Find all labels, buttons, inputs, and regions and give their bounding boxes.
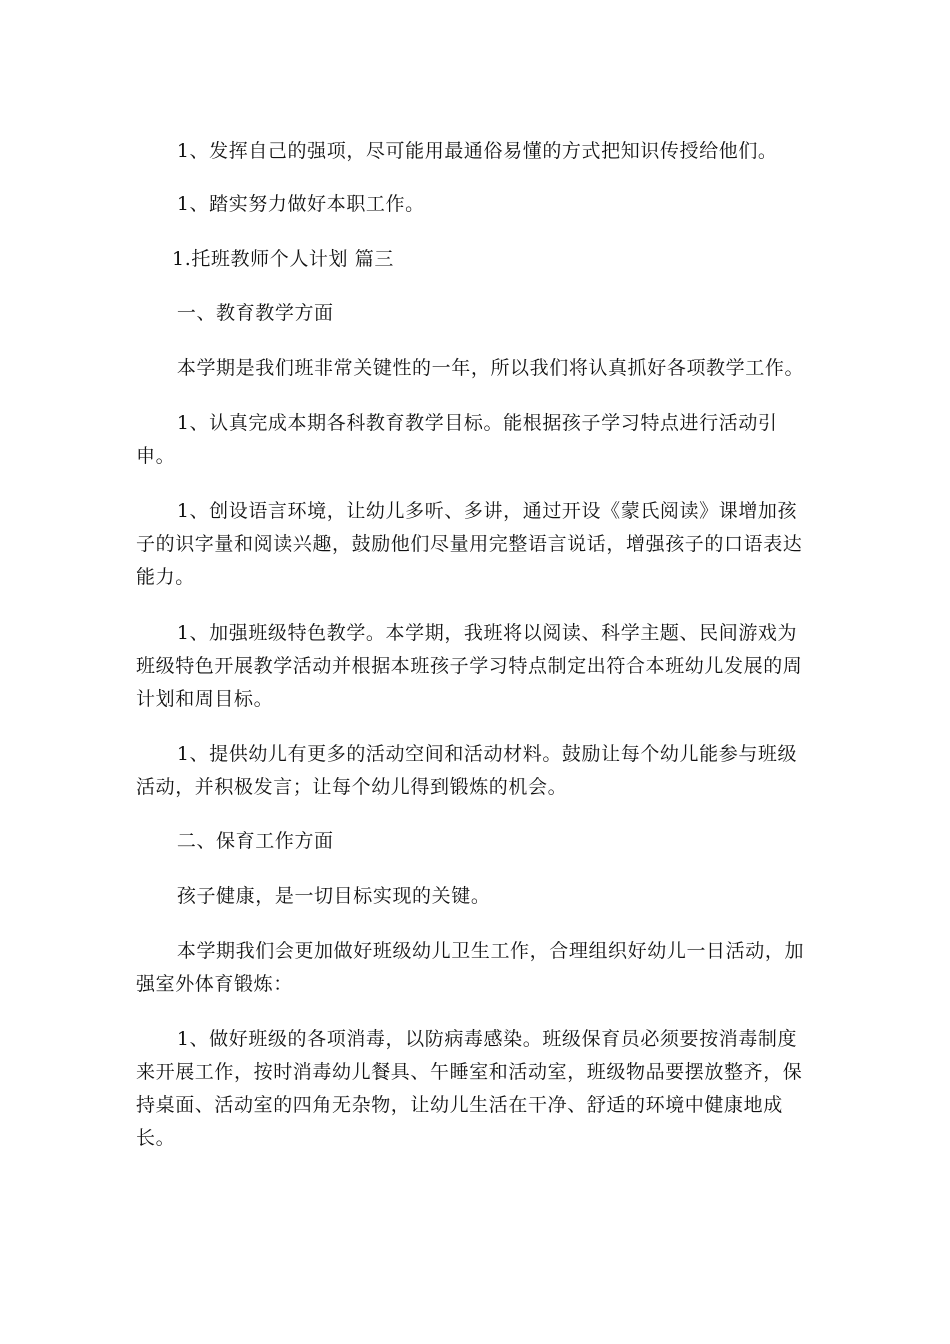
section-title-part-three: 1.托班教师个人计划 篇三 xyxy=(172,248,394,270)
paragraph-language-environment: 1、创设语言环境，让幼儿多听、多讲，通过开设《蒙氏阅读》课增加孩子的识字量和阅读兴趣，鼓励他们尽量用完整语言说话，增强孩子的口语表达能力。 xyxy=(136,500,803,588)
heading-education-teaching: 一、教育教学方面 xyxy=(176,302,334,324)
paragraph-strengths: 1、发挥自己的强项，尽可能用最通俗易懂的方式把知识传授给他们。 xyxy=(176,140,778,162)
paragraph-semester-key-year: 本学期是我们班非常关键性的一年，所以我们将认真抓好各项教学工作。 xyxy=(176,357,805,379)
paragraph-child-health: 孩子健康，是一切目标实现的关键。 xyxy=(176,885,491,907)
heading-childcare-work: 二、保育工作方面 xyxy=(176,830,334,852)
paragraph-hygiene-work: 本学期我们会更加做好班级幼儿卫生工作，合理组织好幼儿一日活动，加强室外体育锻炼： xyxy=(136,940,805,995)
paragraph-class-features: 1、加强班级特色教学。本学期，我班将以阅读、科学主题、民间游戏为班级特色开展教学活动并根据本班孩子学习特点制定出符合本班幼儿发展的周计划和周目标。 xyxy=(136,622,803,710)
paragraph-teaching-goals: 1、认真完成本期各科教育教学目标。能根据孩子学习特点进行活动引申。 xyxy=(136,412,778,467)
paragraph-disinfection: 1、做好班级的各项消毒，以防病毒感染。班级保育员必须要按消毒制度来开展工作，按时消毒幼儿餐具、午睡室和活动室，班级物品要摆放整齐，保持桌面、活动室的四角无杂物，让幼儿生活在干净、舒适的环境中健康地成长。 xyxy=(136,1028,803,1149)
paragraph-work-duty: 1、踏实努力做好本职工作。 xyxy=(176,193,425,215)
paragraph-activity-space: 1、提供幼儿有更多的活动空间和活动材料。鼓励让每个幼儿能参与班级活动，并积极发言；让每个幼儿得到锻炼的机会。 xyxy=(136,743,798,798)
